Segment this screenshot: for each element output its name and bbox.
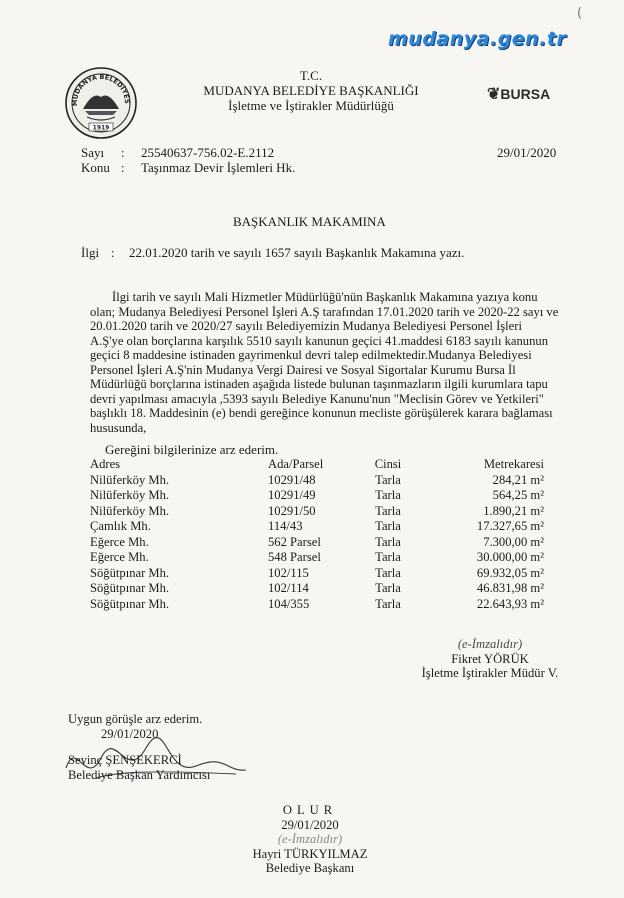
cell-ada-parsel: 102/115 bbox=[268, 565, 309, 580]
cell-cinsi: Tarla bbox=[375, 565, 401, 580]
konu-value: Taşınmaz Devir İşlemleri Hk. bbox=[141, 160, 296, 175]
body-line: Personel İşleri A.Ş'nin Mudanya Vergi Dairesi ve Sosyal Sigortalar Kurumu Bursa İl bbox=[90, 362, 516, 377]
signer-name: Sevinç ŞENŞEKERCİ bbox=[68, 753, 182, 767]
table-row bbox=[90, 581, 544, 597]
body-line: Müdürlüğü borçlarına istinaden aşağıda listede bulunan taşınmazların ilgili kurumlara tapu bbox=[90, 377, 548, 391]
sayi-colon: : bbox=[121, 145, 125, 160]
addressee: BAŞKANLIK MAKAMINA bbox=[233, 214, 386, 229]
table-row bbox=[90, 535, 544, 551]
body-line: olan; Mudanya Belediyesi Personel İşleri A.Ş tarafından 17.01.2020 tarih ve 2020-22 sayı ve bbox=[90, 304, 559, 319]
cell-cinsi: Tarla bbox=[375, 503, 401, 518]
header-cinsi: Cinsi bbox=[374, 457, 402, 472]
header-municipality: MUDANYA BELEDİYE BAŞKANLIĞI bbox=[203, 83, 419, 98]
cell-metrekaresi: 564,25 m² bbox=[492, 488, 544, 503]
body-line: devri yapılması amacıyla ,5393 sayılı Belediye Kanunu'nun "Meclisin Görev ve Yetkileri" bbox=[90, 391, 544, 406]
reference-line bbox=[81, 245, 464, 261]
table-row bbox=[90, 519, 544, 535]
body-line: İlgi tarih ve sayılı Mali Hizmetler Müdürlüğü'nün Başkanlık Makamına yazıya konu bbox=[90, 290, 538, 304]
cell-adres: Söğütpınar Mh. bbox=[90, 565, 170, 580]
mayor-date: 29/01/2020 bbox=[281, 817, 339, 832]
body-line: A.Ş'ye olan borçlarına karşılık 5510 sayılı kanunun geçici 41.maddesi 6183 sayılı kanunun bbox=[90, 333, 548, 348]
header-department: İşletme ve İştirakler Müdürlüğü bbox=[228, 98, 394, 113]
cell-ada-parsel: 104/355 bbox=[268, 596, 310, 611]
cell-cinsi: Tarla bbox=[375, 472, 401, 487]
table-row bbox=[90, 597, 544, 613]
cell-metrekaresi: 1.890,21 m² bbox=[483, 503, 544, 518]
header-ada-parsel: Ada/Parsel bbox=[268, 457, 324, 472]
cell-adres: Eğerce Mh. bbox=[90, 534, 149, 549]
cell-ada-parsel: 10291/49 bbox=[268, 488, 316, 503]
table-row bbox=[90, 504, 544, 520]
cell-cinsi: Tarla bbox=[375, 550, 401, 565]
cell-ada-parsel: 10291/50 bbox=[268, 503, 316, 518]
cell-ada-parsel: 102/114 bbox=[268, 581, 309, 596]
olur-label: OLUR bbox=[282, 803, 338, 817]
e-signature-note: (e-İmzalıdır) bbox=[457, 637, 523, 651]
body-line: başlıklı 18. Maddesinin (e) bendi gereğince konunun mecliste görüşülerek karara bağlaması bbox=[90, 406, 553, 420]
cell-cinsi: Tarla bbox=[375, 596, 401, 611]
deputy-date: 29/01/2020 bbox=[101, 726, 159, 741]
signer-name: Hayri TÜRKYILMAZ bbox=[252, 846, 368, 861]
signer-title: Belediye Başkanı bbox=[265, 861, 355, 875]
cell-adres: Söğütpınar Mh. bbox=[90, 596, 170, 611]
seal-top-text: MUDANYA BELEDİYES bbox=[70, 72, 132, 107]
ref-label: İlgi bbox=[81, 245, 100, 260]
konu-label: Konu bbox=[81, 160, 110, 175]
pencil-mark: ( bbox=[577, 6, 583, 21]
cell-cinsi: Tarla bbox=[375, 488, 401, 503]
signer-title: Belediye Başkan Yardımcısı bbox=[68, 767, 211, 782]
sayi-value: 25540637-756.02-E.2112 bbox=[141, 145, 275, 160]
ref-text: 22.01.2020 tarih ve sayılı 1657 sayılı Başkanlık Makamına yazı. bbox=[129, 245, 465, 260]
cell-ada-parsel: 10291/48 bbox=[268, 472, 316, 487]
cell-metrekaresi: 30.000,00 m² bbox=[476, 550, 544, 565]
body-line: 20.01.2020 tarih ve 2020/27 sayılı Belediyemizin Mudanya Belediyesi Personel İşleri bbox=[90, 319, 522, 333]
cell-metrekaresi: 17.327,65 m² bbox=[476, 519, 544, 534]
cell-metrekaresi: 22.643,93 m² bbox=[476, 596, 544, 611]
table-row bbox=[90, 488, 544, 504]
e-signature-note: (e-İmzalıdır) bbox=[277, 832, 343, 846]
body-line: hususunda, bbox=[90, 420, 147, 435]
approval-note: Uygun görüşle arz ederim. bbox=[68, 712, 203, 726]
meta-sayi bbox=[81, 145, 274, 161]
body-line: geçici 8 maddesine istinaden gayrimenkul devri talep edilmektedir.Mudanya Belediyesi bbox=[90, 348, 532, 362]
cell-adres: Nilüferköy Mh. bbox=[90, 503, 170, 518]
table-row bbox=[90, 473, 544, 489]
header-adres: Adres bbox=[90, 457, 121, 472]
bursa-logo-text: BURSA bbox=[500, 86, 551, 102]
cell-metrekaresi: 284,21 m² bbox=[492, 472, 544, 487]
municipality-seal-logo bbox=[65, 67, 137, 139]
cell-ada-parsel: 548 Parsel bbox=[268, 550, 321, 565]
cell-adres: Çamlık Mh. bbox=[90, 519, 151, 534]
signer-title: İşletme İştirakler Müdür V. bbox=[421, 666, 559, 680]
cell-metrekaresi: 69.932,05 m² bbox=[476, 565, 544, 580]
cell-adres: Söğütpınar Mh. bbox=[90, 581, 170, 596]
watermark-text: mudanya.gen.tr bbox=[388, 28, 567, 50]
konu-colon: : bbox=[121, 160, 125, 175]
cell-cinsi: Tarla bbox=[375, 534, 401, 549]
signature-block-mayor bbox=[230, 803, 390, 876]
closing-line: Gereğini bilgilerinize arz ederim. bbox=[105, 442, 279, 457]
bursa-emblem-icon: ❦ bbox=[487, 86, 501, 103]
table-row bbox=[90, 566, 544, 582]
document-date: 29/01/2020 bbox=[497, 145, 557, 160]
header-tc: T.C. bbox=[299, 68, 323, 83]
signature-block-director bbox=[410, 637, 570, 681]
meta-konu bbox=[81, 160, 295, 176]
bursa-logo bbox=[487, 84, 550, 104]
cell-ada-parsel: 114/43 bbox=[268, 519, 303, 534]
letterhead bbox=[196, 68, 426, 113]
cell-metrekaresi: 7.300,00 m² bbox=[483, 534, 544, 549]
cell-cinsi: Tarla bbox=[375, 581, 401, 596]
header-metrekaresi: Metrekaresi bbox=[483, 457, 544, 472]
sayi-label: Sayı bbox=[81, 145, 105, 160]
table-header-row bbox=[90, 457, 544, 473]
signer-name: Fikret YÖRÜK bbox=[451, 651, 529, 666]
parcel-table bbox=[90, 457, 544, 612]
cell-adres: Nilüferköy Mh. bbox=[90, 488, 170, 503]
body-paragraph bbox=[90, 290, 560, 435]
signature-block-deputy bbox=[68, 712, 210, 782]
cell-ada-parsel: 562 Parsel bbox=[268, 534, 321, 549]
cell-adres: Eğerce Mh. bbox=[90, 550, 149, 565]
cell-adres: Nilüferköy Mh. bbox=[90, 472, 170, 487]
cell-metrekaresi: 46.831,98 m² bbox=[476, 581, 544, 596]
table-row bbox=[90, 550, 544, 566]
ref-colon: : bbox=[111, 245, 115, 260]
cell-cinsi: Tarla bbox=[375, 519, 401, 534]
seal-year: 1919 bbox=[92, 124, 110, 132]
